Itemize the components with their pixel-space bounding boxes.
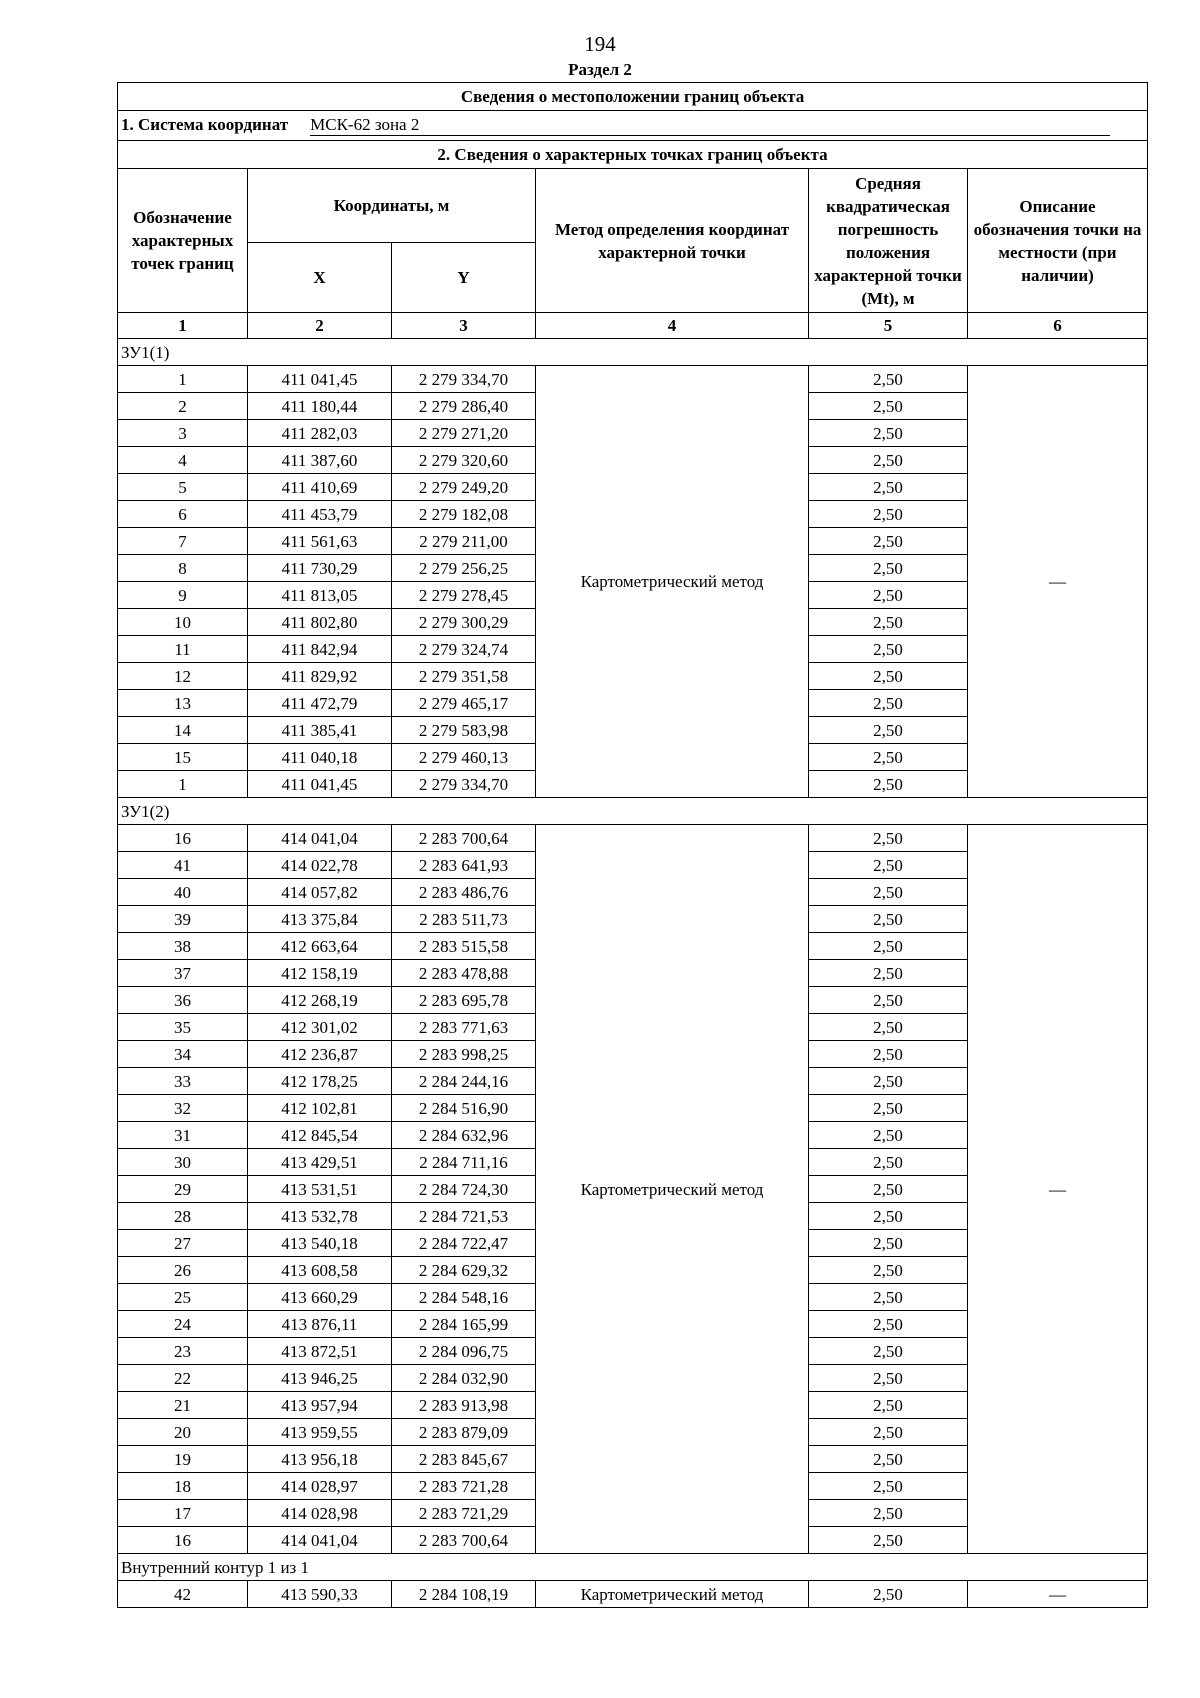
point-number: 9 [118, 582, 248, 609]
coord-y: 2 284 032,90 [392, 1365, 536, 1392]
point-number: 41 [118, 852, 248, 879]
method-cell: Картометрический метод [536, 825, 809, 1554]
coord-system-row [118, 111, 1148, 141]
table-body [118, 83, 1148, 1608]
coord-y: 2 279 320,60 [392, 447, 536, 474]
coord-x: 413 660,29 [248, 1284, 392, 1311]
point-number: 36 [118, 987, 248, 1014]
point-number: 14 [118, 717, 248, 744]
point-number: 1 [118, 771, 248, 798]
header-method: Метод определения координат характерной точки [536, 169, 809, 313]
mean-error: 2,50 [809, 582, 968, 609]
coord-x: 413 531,51 [248, 1176, 392, 1203]
point-number: 40 [118, 879, 248, 906]
point-number: 29 [118, 1176, 248, 1203]
mean-error: 2,50 [809, 1473, 968, 1500]
coord-x: 411 472,79 [248, 690, 392, 717]
coord-x: 412 102,81 [248, 1095, 392, 1122]
coord-y: 2 279 286,40 [392, 393, 536, 420]
coord-system-label: 1. Система координат [121, 115, 289, 134]
point-number: 25 [118, 1284, 248, 1311]
point-number: 34 [118, 1041, 248, 1068]
coord-y: 2 279 351,58 [392, 663, 536, 690]
mean-error: 2,50 [809, 1338, 968, 1365]
point-number: 31 [118, 1122, 248, 1149]
mean-error: 2,50 [809, 393, 968, 420]
coord-x: 414 028,97 [248, 1473, 392, 1500]
mean-error: 2,50 [809, 1014, 968, 1041]
point-number: 18 [118, 1473, 248, 1500]
mean-error: 2,50 [809, 987, 968, 1014]
point-number: 13 [118, 690, 248, 717]
coord-y: 2 283 913,98 [392, 1392, 536, 1419]
group-title: Внутренний контур 1 из 1 [118, 1554, 1148, 1581]
mean-error: 2,50 [809, 420, 968, 447]
mean-error: 2,50 [809, 609, 968, 636]
coord-system-value: МСК-62 зона 2 [310, 115, 1110, 136]
coord-y: 2 284 632,96 [392, 1122, 536, 1149]
point-number: 32 [118, 1095, 248, 1122]
col-number: 6 [968, 313, 1148, 339]
description-cell: — [968, 1581, 1148, 1608]
coord-y: 2 283 771,63 [392, 1014, 536, 1041]
coord-x: 413 429,51 [248, 1149, 392, 1176]
mean-error: 2,50 [809, 1122, 968, 1149]
coord-x: 412 663,64 [248, 933, 392, 960]
mean-error: 2,50 [809, 447, 968, 474]
coord-x: 413 956,18 [248, 1446, 392, 1473]
mean-error: 2,50 [809, 1230, 968, 1257]
point-number: 2 [118, 393, 248, 420]
coord-y: 2 283 700,64 [392, 1527, 536, 1554]
mean-error: 2,50 [809, 1149, 968, 1176]
mean-error: 2,50 [809, 933, 968, 960]
point-number: 1 [118, 366, 248, 393]
mean-error: 2,50 [809, 663, 968, 690]
coord-y: 2 283 478,88 [392, 960, 536, 987]
mean-error: 2,50 [809, 744, 968, 771]
point-number: 19 [118, 1446, 248, 1473]
coord-x: 413 876,11 [248, 1311, 392, 1338]
page-number: 194 [584, 32, 616, 56]
mean-error: 2,50 [809, 1257, 968, 1284]
coord-x: 411 385,41 [248, 717, 392, 744]
header-coordinates: Координаты, м [248, 169, 536, 243]
mean-error: 2,50 [809, 1581, 968, 1608]
coord-x: 411 041,45 [248, 366, 392, 393]
col-number: 3 [392, 313, 536, 339]
point-number: 38 [118, 933, 248, 960]
coord-x: 411 802,80 [248, 609, 392, 636]
coord-x: 413 959,55 [248, 1419, 392, 1446]
coord-x: 412 301,02 [248, 1014, 392, 1041]
mean-error: 2,50 [809, 366, 968, 393]
coord-x: 413 532,78 [248, 1203, 392, 1230]
mean-error: 2,50 [809, 825, 968, 852]
mean-error: 2,50 [809, 1041, 968, 1068]
mean-error: 2,50 [809, 1068, 968, 1095]
table-row [118, 825, 1148, 852]
coord-y: 2 279 211,00 [392, 528, 536, 555]
coord-x: 411 730,29 [248, 555, 392, 582]
coord-y: 2 279 271,20 [392, 420, 536, 447]
table-row [118, 366, 1148, 393]
table-row [118, 1581, 1148, 1608]
mean-error: 2,50 [809, 1446, 968, 1473]
mean-error: 2,50 [809, 1419, 968, 1446]
coord-y: 2 283 879,09 [392, 1419, 536, 1446]
header-point-designation: Обозначение характерных точек границ [118, 169, 248, 313]
header-x: X [248, 243, 392, 313]
mean-error: 2,50 [809, 960, 968, 987]
coord-x: 411 561,63 [248, 528, 392, 555]
point-number: 12 [118, 663, 248, 690]
point-number: 5 [118, 474, 248, 501]
point-number: 3 [118, 420, 248, 447]
mean-error: 2,50 [809, 717, 968, 744]
point-number: 20 [118, 1419, 248, 1446]
coord-y: 2 279 324,74 [392, 636, 536, 663]
coord-x: 412 178,25 [248, 1068, 392, 1095]
coord-y: 2 283 695,78 [392, 987, 536, 1014]
point-number: 35 [118, 1014, 248, 1041]
coord-y: 2 284 096,75 [392, 1338, 536, 1365]
coord-y: 2 283 486,76 [392, 879, 536, 906]
mean-error: 2,50 [809, 852, 968, 879]
group-title: ЗУ1(1) [118, 339, 1148, 366]
coord-x: 412 268,19 [248, 987, 392, 1014]
coord-y: 2 284 629,32 [392, 1257, 536, 1284]
header-mean-error: Средняя квадратическая погрешность положения характерной точки (Mt), м [809, 169, 968, 313]
point-number: 22 [118, 1365, 248, 1392]
col-number: 4 [536, 313, 809, 339]
description-cell: — [968, 366, 1148, 798]
mean-error: 2,50 [809, 528, 968, 555]
mean-error: 2,50 [809, 1176, 968, 1203]
col-number: 2 [248, 313, 392, 339]
coord-x: 412 236,87 [248, 1041, 392, 1068]
mean-error: 2,50 [809, 1500, 968, 1527]
coord-x: 411 282,03 [248, 420, 392, 447]
coord-x: 411 410,69 [248, 474, 392, 501]
coord-y: 2 284 108,19 [392, 1581, 536, 1608]
mean-error: 2,50 [809, 1365, 968, 1392]
coord-x: 414 041,04 [248, 825, 392, 852]
header-description: Описание обозначения точки на местности (при наличии) [968, 169, 1148, 313]
coord-y: 2 279 249,20 [392, 474, 536, 501]
coord-x: 412 845,54 [248, 1122, 392, 1149]
coord-y: 2 283 511,73 [392, 906, 536, 933]
coord-y: 2 279 300,29 [392, 609, 536, 636]
header-y: Y [392, 243, 536, 313]
mean-error: 2,50 [809, 555, 968, 582]
mean-error: 2,50 [809, 690, 968, 717]
point-number: 15 [118, 744, 248, 771]
coord-y: 2 284 711,16 [392, 1149, 536, 1176]
coord-x: 414 041,04 [248, 1527, 392, 1554]
mean-error: 2,50 [809, 1527, 968, 1554]
coord-x: 413 872,51 [248, 1338, 392, 1365]
point-number: 23 [118, 1338, 248, 1365]
coord-y: 2 279 465,17 [392, 690, 536, 717]
point-number: 11 [118, 636, 248, 663]
mean-error: 2,50 [809, 906, 968, 933]
point-number: 30 [118, 1149, 248, 1176]
coord-y: 2 284 516,90 [392, 1095, 536, 1122]
coord-x: 411 829,92 [248, 663, 392, 690]
coord-x: 411 040,18 [248, 744, 392, 771]
coord-x: 413 590,33 [248, 1581, 392, 1608]
point-number: 16 [118, 1527, 248, 1554]
points-title: 2. Сведения о характерных точках границ объекта [118, 141, 1148, 169]
coord-x: 414 022,78 [248, 852, 392, 879]
coord-y: 2 283 700,64 [392, 825, 536, 852]
point-number: 26 [118, 1257, 248, 1284]
coord-y: 2 279 278,45 [392, 582, 536, 609]
point-number: 28 [118, 1203, 248, 1230]
coord-x: 411 041,45 [248, 771, 392, 798]
col-number: 5 [809, 313, 968, 339]
method-cell: Картометрический метод [536, 1581, 809, 1608]
point-number: 17 [118, 1500, 248, 1527]
coord-x: 413 957,94 [248, 1392, 392, 1419]
point-number: 33 [118, 1068, 248, 1095]
mean-error: 2,50 [809, 879, 968, 906]
coord-y: 2 283 515,58 [392, 933, 536, 960]
coord-y: 2 283 641,93 [392, 852, 536, 879]
point-number: 27 [118, 1230, 248, 1257]
mean-error: 2,50 [809, 1311, 968, 1338]
coord-x: 411 842,94 [248, 636, 392, 663]
col-number: 1 [118, 313, 248, 339]
coord-x: 413 375,84 [248, 906, 392, 933]
point-number: 24 [118, 1311, 248, 1338]
coord-y: 2 279 182,08 [392, 501, 536, 528]
coord-x: 411 180,44 [248, 393, 392, 420]
mean-error: 2,50 [809, 1203, 968, 1230]
coord-y: 2 279 460,13 [392, 744, 536, 771]
coord-y: 2 283 721,29 [392, 1500, 536, 1527]
group-title: ЗУ1(2) [118, 798, 1148, 825]
point-number: 10 [118, 609, 248, 636]
point-number: 7 [118, 528, 248, 555]
point-number: 8 [118, 555, 248, 582]
coord-y: 2 284 244,16 [392, 1068, 536, 1095]
coord-x: 411 813,05 [248, 582, 392, 609]
coord-y: 2 283 721,28 [392, 1473, 536, 1500]
point-number: 21 [118, 1392, 248, 1419]
point-number: 39 [118, 906, 248, 933]
coord-y: 2 279 256,25 [392, 555, 536, 582]
coord-x: 414 057,82 [248, 879, 392, 906]
point-number: 16 [118, 825, 248, 852]
coord-y: 2 284 165,99 [392, 1311, 536, 1338]
coord-y: 2 279 583,98 [392, 717, 536, 744]
mean-error: 2,50 [809, 636, 968, 663]
mean-error: 2,50 [809, 474, 968, 501]
coord-y: 2 279 334,70 [392, 771, 536, 798]
boundary-points-table [117, 82, 1148, 1608]
coord-y: 2 284 548,16 [392, 1284, 536, 1311]
mean-error: 2,50 [809, 1284, 968, 1311]
coord-y: 2 284 724,30 [392, 1176, 536, 1203]
mean-error: 2,50 [809, 1095, 968, 1122]
point-number: 6 [118, 501, 248, 528]
coord-x: 413 946,25 [248, 1365, 392, 1392]
point-number: 37 [118, 960, 248, 987]
coord-x: 414 028,98 [248, 1500, 392, 1527]
mean-error: 2,50 [809, 501, 968, 528]
coord-y: 2 284 721,53 [392, 1203, 536, 1230]
coord-x: 412 158,19 [248, 960, 392, 987]
coord-y: 2 283 845,67 [392, 1446, 536, 1473]
mean-error: 2,50 [809, 1392, 968, 1419]
coord-x: 411 387,60 [248, 447, 392, 474]
coord-x: 413 540,18 [248, 1230, 392, 1257]
coord-x: 413 608,58 [248, 1257, 392, 1284]
table-title: Сведения о местоположении границ объекта [118, 83, 1148, 111]
coord-y: 2 279 334,70 [392, 366, 536, 393]
point-number: 4 [118, 447, 248, 474]
description-cell: — [968, 825, 1148, 1554]
coord-x: 411 453,79 [248, 501, 392, 528]
coord-y: 2 284 722,47 [392, 1230, 536, 1257]
coord-y: 2 283 998,25 [392, 1041, 536, 1068]
point-number: 42 [118, 1581, 248, 1608]
method-cell: Картометрический метод [536, 366, 809, 798]
mean-error: 2,50 [809, 771, 968, 798]
section-title: Раздел 2 [568, 60, 632, 79]
